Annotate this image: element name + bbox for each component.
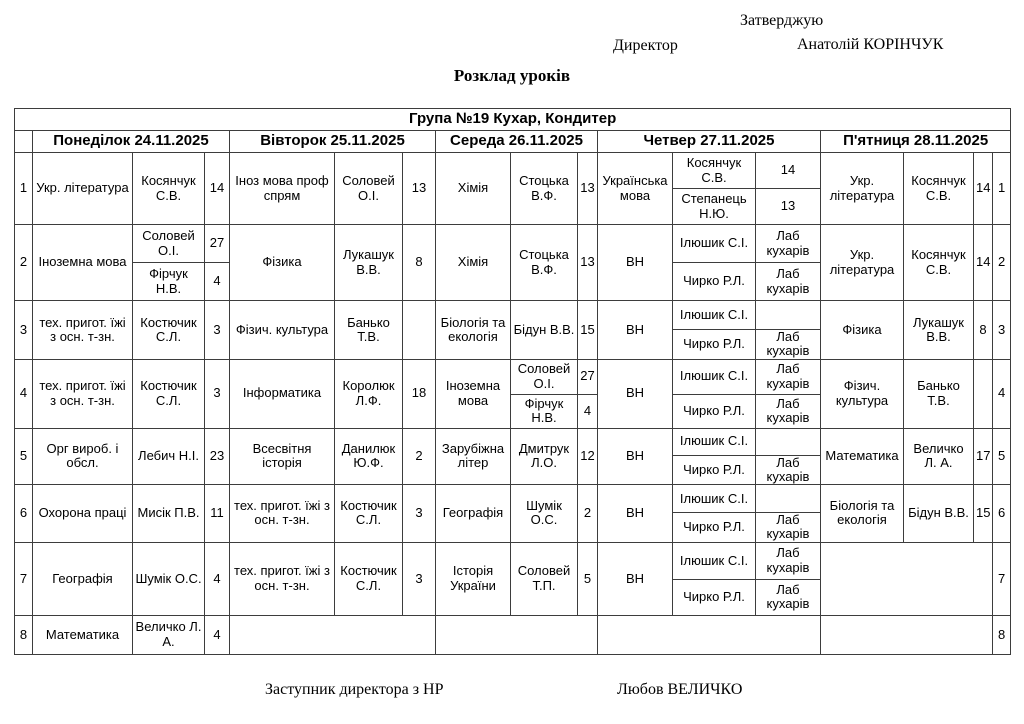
director-name: Анатолій КОРІНЧУК	[797, 36, 944, 53]
room-cell: 27	[205, 225, 230, 263]
teacher-cell: Стоцька В.Ф.	[511, 153, 578, 225]
room-cell: 17	[974, 428, 993, 485]
room-cell	[974, 359, 993, 428]
room-cell: 15	[578, 301, 598, 360]
subject-cell: ВН	[598, 485, 673, 543]
teacher-cell: Банько Т.В.	[335, 301, 403, 360]
teacher-cell: Косянчук С.В.	[904, 153, 974, 225]
room-cell: 13	[403, 153, 436, 225]
teacher-cell: Косянчук С.В.	[904, 225, 974, 301]
room-cell: Лаб кухарів	[756, 359, 821, 394]
subject-cell: Укр. література	[821, 153, 904, 225]
subject-cell: Фізич. культура	[821, 359, 904, 428]
teacher-cell: Дмитрук Л.О.	[511, 428, 578, 485]
teacher-cell: Лебич Н.І.	[133, 428, 205, 485]
room-cell: 2	[403, 428, 436, 485]
teacher-cell: Лукашук В.В.	[335, 225, 403, 301]
empty-day-cell	[436, 615, 598, 654]
room-cell: 3	[205, 301, 230, 360]
room-cell: Лаб кухарів	[756, 394, 821, 428]
lesson-number-left: 5	[15, 428, 33, 485]
director-label: Директор	[613, 37, 678, 54]
teacher-cell: Бідун В.В.	[904, 485, 974, 543]
teacher-cell: Костючик С.Л.	[133, 301, 205, 360]
lesson-number-right: 2	[993, 225, 1011, 301]
room-cell: Лаб кухарів	[756, 513, 821, 543]
day-header-wednesday: Середа 26.11.2025	[436, 131, 598, 153]
teacher-cell: Королюк Л.Ф.	[335, 359, 403, 428]
teacher-cell: Фірчук Н.В.	[133, 263, 205, 301]
teacher-cell: Соловей О.І.	[511, 359, 578, 394]
teacher-cell: Костючик С.Л.	[335, 485, 403, 543]
empty-day-cell	[598, 615, 821, 654]
teacher-cell: Ілюшик С.І.	[673, 542, 756, 579]
room-cell: Лаб кухарів	[756, 542, 821, 579]
room-cell: 3	[205, 359, 230, 428]
subject-cell: Хімія	[436, 225, 511, 301]
room-cell: 13	[756, 189, 821, 225]
group-header: Група №19 Кухар, Кондитер	[15, 109, 1011, 131]
room-cell: 2	[578, 485, 598, 543]
subject-cell: Фізич. культура	[230, 301, 335, 360]
day-header-monday: Понеділок 24.11.2025	[33, 131, 230, 153]
room-cell: 11	[205, 485, 230, 543]
lesson-number-left: 1	[15, 153, 33, 225]
lesson-number-right: 7	[993, 542, 1011, 615]
empty-day-cell	[230, 615, 436, 654]
page-title: Розклад уроків	[453, 66, 571, 85]
teacher-cell: Данилюк Ю.Ф.	[335, 428, 403, 485]
subject-cell: Іноз мова проф спрям	[230, 153, 335, 225]
room-cell: 8	[974, 301, 993, 360]
room-cell: 5	[578, 542, 598, 615]
subject-cell: ВН	[598, 301, 673, 360]
room-cell: 13	[578, 153, 598, 225]
room-cell: 13	[578, 225, 598, 301]
teacher-cell: Шумік О.С.	[511, 485, 578, 543]
teacher-cell: Чирко Р.Л.	[673, 263, 756, 301]
lesson-number-right: 6	[993, 485, 1011, 543]
teacher-cell: Соловей О.І.	[133, 225, 205, 263]
corner-cell	[15, 131, 33, 153]
subject-cell: Біологія та екологія	[821, 485, 904, 543]
subject-cell: Історія України	[436, 542, 511, 615]
teacher-cell: Лукашук В.В.	[904, 301, 974, 360]
room-cell: 3	[403, 485, 436, 543]
room-cell: Лаб кухарів	[756, 579, 821, 615]
teacher-cell: Мисік П.В.	[133, 485, 205, 543]
teacher-cell: Костючик С.Л.	[133, 359, 205, 428]
subject-cell: ВН	[598, 428, 673, 485]
approval-label: Затверджую	[740, 12, 824, 29]
schedule-table	[14, 108, 1011, 655]
subject-cell: тех. пригот. їжі з осн. т-зн.	[33, 359, 133, 428]
subject-cell: Іноземна мова	[33, 225, 133, 301]
teacher-cell: Величко Л. А.	[133, 615, 205, 654]
subject-cell: Охорона праці	[33, 485, 133, 543]
room-cell: 4	[205, 542, 230, 615]
room-cell	[756, 301, 821, 330]
subject-cell: Укр. література	[821, 225, 904, 301]
subject-cell: Укр. література	[33, 153, 133, 225]
room-cell: 12	[578, 428, 598, 485]
subject-cell: Інформатика	[230, 359, 335, 428]
subject-cell: Біологія та екологія	[436, 301, 511, 360]
subject-cell: Фізика	[821, 301, 904, 360]
room-cell: 3	[403, 542, 436, 615]
lesson-number-left: 8	[15, 615, 33, 654]
teacher-cell: Костючик С.Л.	[335, 542, 403, 615]
teacher-cell: Чирко Р.Л.	[673, 330, 756, 360]
room-cell: 23	[205, 428, 230, 485]
lesson-number-left: 6	[15, 485, 33, 543]
room-cell: 4	[205, 615, 230, 654]
subject-cell: тех. пригот. їжі з осн. т-зн.	[230, 485, 335, 543]
day-header-tuesday: Вівторок 25.11.2025	[230, 131, 436, 153]
room-cell: Лаб кухарів	[756, 330, 821, 360]
subject-cell: Математика	[33, 615, 133, 654]
day-header-thursday: Четвер 27.11.2025	[598, 131, 821, 153]
subject-cell: Всесвітня історія	[230, 428, 335, 485]
lesson-number-right: 5	[993, 428, 1011, 485]
teacher-cell: Величко Л. А.	[904, 428, 974, 485]
room-cell: 4	[578, 394, 598, 428]
room-cell: 14	[974, 153, 993, 225]
room-cell: 27	[578, 359, 598, 394]
teacher-cell: Ілюшик С.І.	[673, 225, 756, 263]
room-cell: 8	[403, 225, 436, 301]
deputy-label: Заступник директора з НР	[265, 681, 444, 698]
lesson-number-left: 2	[15, 225, 33, 301]
subject-cell: Іноземна мова	[436, 359, 511, 428]
teacher-cell: Косянчук С.В.	[673, 153, 756, 189]
subject-cell: ВН	[598, 359, 673, 428]
room-cell: Лаб кухарів	[756, 455, 821, 485]
empty-day-cell	[821, 615, 993, 654]
teacher-cell: Степанець Н.Ю.	[673, 189, 756, 225]
teacher-cell: Бідун В.В.	[511, 301, 578, 360]
room-cell: 14	[974, 225, 993, 301]
subject-cell: Українська мова	[598, 153, 673, 225]
room-cell: Лаб кухарів	[756, 263, 821, 301]
subject-cell: тех. пригот. їжі з осн. т-зн.	[33, 301, 133, 360]
subject-cell: Географія	[33, 542, 133, 615]
teacher-cell: Соловей Т.П.	[511, 542, 578, 615]
subject-cell: Орг вироб. і обсл.	[33, 428, 133, 485]
teacher-cell: Ілюшик С.І.	[673, 359, 756, 394]
teacher-cell: Банько Т.В.	[904, 359, 974, 428]
subject-cell: тех. пригот. їжі з осн. т-зн.	[230, 542, 335, 615]
subject-cell: Хімія	[436, 153, 511, 225]
room-cell: 15	[974, 485, 993, 543]
subject-cell: ВН	[598, 225, 673, 301]
lesson-number-right: 4	[993, 359, 1011, 428]
lesson-number-right: 8	[993, 615, 1011, 654]
teacher-cell: Ілюшик С.І.	[673, 485, 756, 513]
lesson-number-left: 3	[15, 301, 33, 360]
subject-cell: ВН	[598, 542, 673, 615]
teacher-cell: Чирко Р.Л.	[673, 455, 756, 485]
room-cell: 4	[205, 263, 230, 301]
subject-cell: Математика	[821, 428, 904, 485]
day-header-friday: П'ятниця 28.11.2025	[821, 131, 1011, 153]
teacher-cell: Чирко Р.Л.	[673, 579, 756, 615]
room-cell: 18	[403, 359, 436, 428]
empty-day-cell	[821, 542, 993, 615]
lesson-number-left: 4	[15, 359, 33, 428]
teacher-cell: Косянчук С.В.	[133, 153, 205, 225]
lesson-number-left: 7	[15, 542, 33, 615]
lesson-number-right: 1	[993, 153, 1011, 225]
deputy-name: Любов ВЕЛИЧКО	[617, 681, 743, 698]
room-cell	[756, 428, 821, 455]
subject-cell: Фізика	[230, 225, 335, 301]
subject-cell: Зарубіжна літер	[436, 428, 511, 485]
room-cell	[756, 485, 821, 513]
teacher-cell: Шумік О.С.	[133, 542, 205, 615]
teacher-cell: Ілюшик С.І.	[673, 301, 756, 330]
teacher-cell: Стоцька В.Ф.	[511, 225, 578, 301]
room-cell: 14	[205, 153, 230, 225]
teacher-cell: Ілюшик С.І.	[673, 428, 756, 455]
teacher-cell: Чирко Р.Л.	[673, 513, 756, 543]
room-cell	[403, 301, 436, 360]
room-cell: Лаб кухарів	[756, 225, 821, 263]
lesson-number-right: 3	[993, 301, 1011, 360]
teacher-cell: Фірчук Н.В.	[511, 394, 578, 428]
room-cell: 14	[756, 153, 821, 189]
teacher-cell: Соловей О.І.	[335, 153, 403, 225]
teacher-cell: Чирко Р.Л.	[673, 394, 756, 428]
subject-cell: Географія	[436, 485, 511, 543]
